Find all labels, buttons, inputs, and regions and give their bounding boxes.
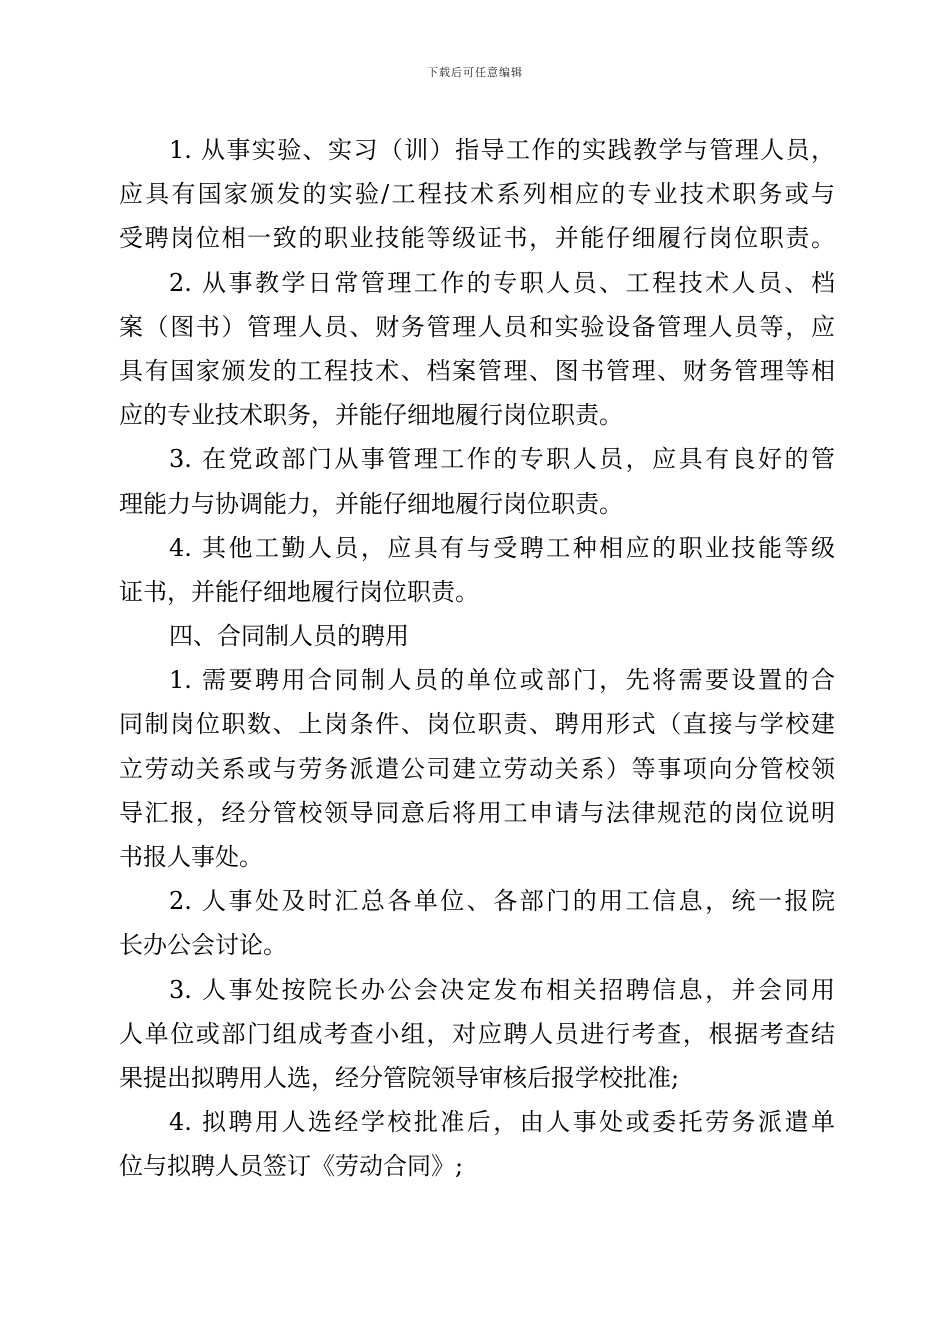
text-line: 3. 人事处按院长办公会决定发布相关招聘信息，并会同用 xyxy=(169,975,835,1004)
text-line: 导汇报，经分管校领导同意后将用工申请与法律规范的岗位说明 xyxy=(119,798,835,827)
text-line: 4. 其他工勤人员，应具有与受聘工种相应的职业技能等级 xyxy=(169,533,835,562)
text-line: 受聘岗位相一致的职业技能等级证书，并能仔细履行岗位职责。 xyxy=(119,224,835,253)
text-line: 3. 在党政部门从事管理工作的专职人员，应具有良好的管 xyxy=(169,445,835,474)
text-line: 书报人事处。 xyxy=(119,843,263,871)
section-heading: 四、合同制人员的聘用 xyxy=(169,622,409,651)
text-line: 4. 拟聘用人选经学校批准后，由人事处或委托劳务派遣单 xyxy=(169,1108,835,1137)
text-line: 2. 人事处及时汇总各单位、各部门的用工信息，统一报院 xyxy=(169,887,835,916)
text-line: 长办公会讨论。 xyxy=(119,931,287,960)
text-line: 同制岗位职数、上岗条件、岗位职责、聘用形式（直接与学校建 xyxy=(119,710,835,739)
text-line: 1. 从事实验、实习（训）指导工作的实践教学与管理人员， xyxy=(169,136,835,164)
text-line: 案（图书）管理人员、财务管理人员和实验设备管理人员等，应 xyxy=(119,312,835,341)
document-body xyxy=(119,128,835,1189)
text-line: 证书，并能仔细地履行岗位职责。 xyxy=(119,577,479,606)
text-line: 应具有国家颁发的实验/工程技术系列相应的专业技术职务或与 xyxy=(119,180,835,209)
text-line: 立劳动关系或与劳务派遣公司建立劳动关系）等事项向分管校领 xyxy=(119,754,835,783)
text-line: 具有国家颁发的工程技术、档案管理、图书管理、财务管理等相 xyxy=(119,356,835,385)
page-header: 下载后可任意编辑 xyxy=(427,66,523,79)
text-line: 理能力与协调能力，并能仔细地履行岗位职责。 xyxy=(119,489,623,518)
text-line: 应的专业技术职务，并能仔细地履行岗位职责。 xyxy=(119,401,623,430)
text-line: 人单位或部门组成考查小组，对应聘人员进行考查，根据考查结 xyxy=(119,1019,835,1048)
text-line: 位与拟聘人员签订《劳动合同》; xyxy=(119,1152,464,1181)
text-line: 果提出拟聘用人选，经分管院领导审核后报学校批准; xyxy=(119,1063,680,1092)
text-line: 1. 需要聘用合同制人员的单位或部门，先将需要设置的合 xyxy=(169,666,835,695)
text-line: 2. 从事教学日常管理工作的专职人员、工程技术人员、档 xyxy=(169,268,835,297)
